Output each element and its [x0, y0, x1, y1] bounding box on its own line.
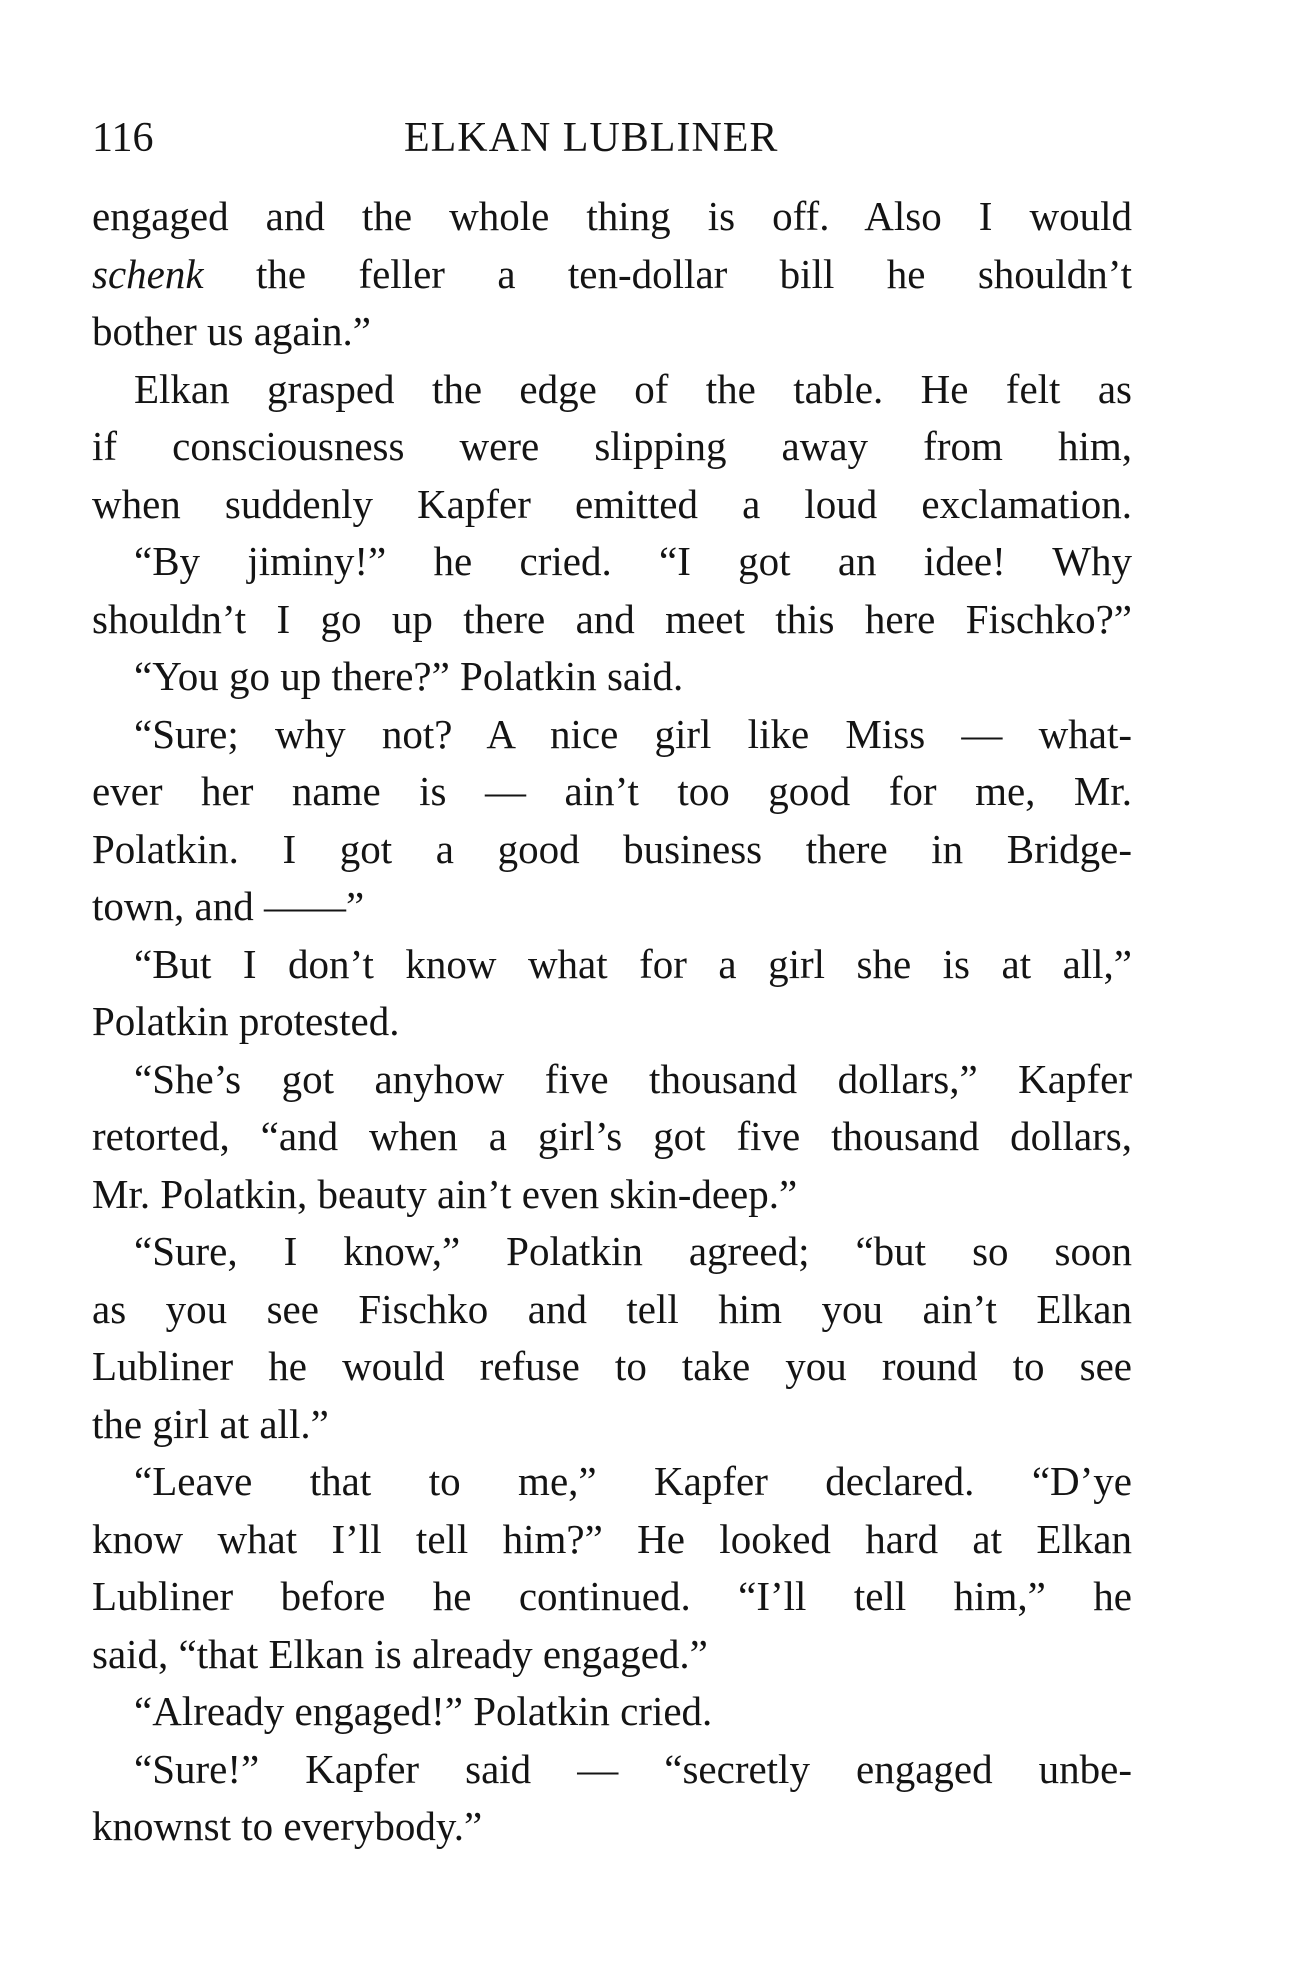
text-line: shouldn’t I go up there and meet this here Fischko?” [92, 595, 1132, 642]
text-line: “But I don’t know what for a girl she is at all,” [134, 940, 1132, 987]
text-line: the girl at all.” [92, 1400, 329, 1447]
text-line: when suddenly Kapfer emitted a loud exclamation. [92, 480, 1132, 527]
text-line [92, 246, 1132, 304]
text-line: if consciousness were slipping away from him, [92, 423, 1132, 469]
page-number: 116 [92, 115, 154, 161]
text-line: “Leave that to me,” Kapfer declared. “D’ye [134, 1458, 1132, 1504]
text-line: “By jiminy!” he cried. “I got an idee! Why [134, 538, 1132, 584]
text-line: “She’s got anyhow five thousand dollars,” Kapfer [134, 1055, 1132, 1102]
text-line: retorted, “and when a girl’s got five thousand dollars, [92, 1113, 1132, 1159]
italic-word: schenk [92, 250, 204, 297]
text-line: “Sure!” Kapfer said — “secretly engaged unbe- [134, 1745, 1132, 1792]
text-line: town, and ——” [92, 883, 365, 929]
text-fragment: the feller a ten-dollar bill he shouldn’t [203, 250, 1132, 297]
text-line: “Already engaged!” Polatkin cried. [134, 1688, 713, 1734]
text-line: Polatkin. I got a good business there in Bridge- [92, 825, 1132, 872]
text-line: Mr. Polatkin, beauty ain’t even skin-deep.” [92, 1170, 798, 1217]
text-line: engaged and the whole thing is off. Also I would [92, 193, 1132, 239]
text-line: knownst to everybody.” [92, 1803, 483, 1849]
text-line: “Sure, I know,” Polatkin agreed; “but so soon [134, 1228, 1132, 1274]
text-line: bother us again.” [92, 308, 371, 354]
text-line: Elkan grasped the edge of the table. He felt as [134, 365, 1132, 412]
text-line: Lubliner before he continued. “I’ll tell him,” he [92, 1573, 1132, 1619]
text-line: said, “that Elkan is already engaged.” [92, 1630, 708, 1677]
running-head [92, 112, 1132, 164]
text-line: know what I’ll tell him?” He looked hard at Elkan [92, 1515, 1132, 1562]
text-line: “You go up there?” Polatkin said. [134, 653, 684, 699]
body-text [92, 188, 1132, 1856]
text-line: ever her name is — ain’t too good for me, Mr. [92, 768, 1132, 814]
text-line: “Sure; why not? A nice girl like Miss — what- [134, 710, 1132, 757]
running-head-title: ELKAN LUBLINER [404, 115, 779, 161]
text-line: as you see Fischko and tell him you ain’t Elkan [92, 1285, 1132, 1332]
text-line: Polatkin protested. [92, 998, 400, 1044]
text-line: Lubliner he would refuse to take you round to see [92, 1343, 1132, 1389]
